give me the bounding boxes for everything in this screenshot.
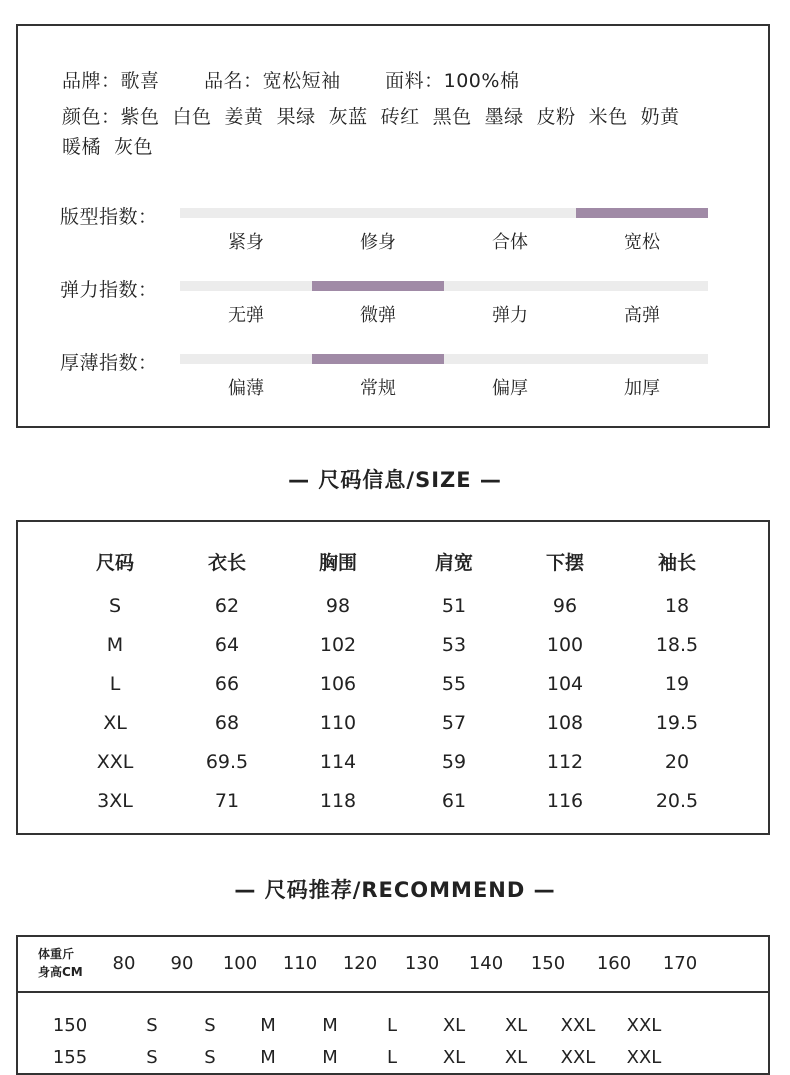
- size-table-cell: 18.5: [655, 634, 699, 656]
- color-item: 灰色: [114, 136, 154, 158]
- tick-label: 宽松: [624, 232, 660, 253]
- size-table-cell: XXL: [96, 751, 134, 773]
- size-table-cell: 3XL: [97, 790, 133, 812]
- size-header-cell: 衣长: [207, 552, 246, 574]
- size-table-cell: 55: [441, 673, 467, 695]
- recommend-size-cell: M: [260, 1015, 276, 1036]
- weight-header-cell: 110: [282, 953, 318, 974]
- recommend-size-cell: XXL: [560, 1015, 596, 1036]
- stretch-index-track: [180, 281, 708, 291]
- recommend-size-cell: M: [260, 1047, 276, 1068]
- product-name-text: 品名：宽松短袖: [204, 70, 341, 92]
- tick-label: 高弹: [624, 305, 660, 326]
- color-item: 白色: [172, 106, 212, 128]
- size-table-cell: 102: [319, 634, 357, 656]
- color-item: 墨绿: [484, 106, 524, 128]
- weight-header-cell: 150: [530, 953, 566, 974]
- color-list: [62, 102, 722, 162]
- recommend-size-cell: S: [146, 1015, 158, 1036]
- recommend-table: [16, 935, 770, 1075]
- size-header-cell: 尺码: [95, 552, 134, 574]
- size-table-cell: 71: [214, 790, 240, 812]
- color-item: 果绿: [276, 106, 316, 128]
- height-row-label: 155: [52, 1047, 88, 1068]
- recommend-size-cell: XL: [504, 1047, 528, 1068]
- size-table-cell: 66: [214, 673, 240, 695]
- size-table-cell: 18: [664, 595, 690, 617]
- recommend-size-cell: S: [204, 1047, 216, 1068]
- size-table-cell: 19: [664, 673, 690, 695]
- thickness-index-track: [180, 354, 708, 364]
- size-table-cell: 106: [319, 673, 357, 695]
- recommend-size-cell: XXL: [626, 1047, 662, 1068]
- size-table-cell: 69.5: [205, 751, 249, 773]
- size-table-cell: XL: [103, 712, 127, 734]
- fit-index-fill: [576, 208, 708, 218]
- weight-header-cell: 90: [170, 953, 194, 974]
- size-table: [16, 520, 770, 835]
- size-table-cell: 118: [319, 790, 357, 812]
- color-item: 米色: [588, 106, 628, 128]
- tick-label: 紧身: [228, 232, 264, 253]
- thickness-index-fill: [312, 354, 444, 364]
- size-section-title: — 尺码信息/SIZE —: [288, 468, 502, 492]
- size-table-cell: 114: [319, 751, 357, 773]
- color-item: 暖橘: [62, 136, 102, 158]
- size-table-cell: 96: [552, 595, 578, 617]
- fit-index-track: [180, 208, 708, 218]
- size-header-cell: 袖长: [657, 552, 696, 574]
- size-table-cell: 108: [546, 712, 584, 734]
- size-header-cell: 肩宽: [434, 552, 473, 574]
- color-item: 灰蓝: [328, 106, 368, 128]
- size-table-cell: 112: [546, 751, 584, 773]
- recommend-section-title: — 尺码推荐/RECOMMEND —: [234, 878, 556, 902]
- recommend-size-cell: XL: [442, 1047, 466, 1068]
- recommend-size-cell: S: [146, 1047, 158, 1068]
- tick-label: 修身: [360, 232, 396, 253]
- size-header-cell: 下摆: [545, 552, 584, 574]
- height-row-label: 150: [52, 1015, 88, 1036]
- size-table-cell: 19.5: [655, 712, 699, 734]
- size-table-cell: 20: [664, 751, 690, 773]
- size-table-cell: S: [108, 595, 122, 617]
- color-item: 皮粉: [536, 106, 576, 128]
- color-item: 砖红: [380, 106, 420, 128]
- weight-header-cell: 80: [112, 953, 136, 974]
- tick-label: 微弹: [360, 305, 396, 326]
- size-table-cell: L: [109, 673, 121, 695]
- size-table-cell: 53: [441, 634, 467, 656]
- size-header-cell: 胸围: [318, 552, 357, 574]
- tick-label: 合体: [492, 232, 528, 253]
- recommend-size-cell: XXL: [626, 1015, 662, 1036]
- recommend-size-cell: L: [386, 1015, 398, 1036]
- stretch-index-label: 弹力指数：: [60, 279, 158, 301]
- recommend-size-cell: XL: [442, 1015, 466, 1036]
- weight-header-cell: 170: [662, 953, 698, 974]
- height-label: 身高CM: [38, 965, 83, 979]
- size-table-cell: 104: [546, 673, 584, 695]
- recommend-size-cell: M: [322, 1015, 338, 1036]
- size-table-cell: 59: [441, 751, 467, 773]
- size-table-cell: 68: [214, 712, 240, 734]
- color-item: 姜黄: [224, 106, 264, 128]
- weight-header-cell: 130: [404, 953, 440, 974]
- recommend-size-cell: L: [386, 1047, 398, 1068]
- recommend-size-cell: XXL: [560, 1047, 596, 1068]
- tick-label: 偏薄: [228, 378, 264, 399]
- tick-label: 弹力: [492, 305, 528, 326]
- color-item: 奶黄: [640, 106, 680, 128]
- color-item: 紫色: [120, 106, 160, 128]
- size-table-cell: 61: [441, 790, 467, 812]
- weight-header-cell: 120: [342, 953, 378, 974]
- stretch-index-fill: [312, 281, 444, 291]
- size-table-cell: 57: [441, 712, 467, 734]
- product-info-box: [16, 24, 770, 428]
- size-table-cell: M: [106, 634, 124, 656]
- tick-label: 常规: [360, 378, 396, 399]
- fit-index-label: 版型指数：: [60, 206, 158, 228]
- tick-label: 偏厚: [492, 378, 528, 399]
- size-table-cell: 110: [319, 712, 357, 734]
- size-table-cell: 100: [546, 634, 584, 656]
- colors-label: 颜色：: [62, 106, 121, 128]
- recommend-size-cell: M: [322, 1047, 338, 1068]
- tick-label: 无弹: [228, 305, 264, 326]
- weight-header-cell: 100: [222, 953, 258, 974]
- recommend-size-cell: S: [204, 1015, 216, 1036]
- recommend-header-row: [18, 937, 768, 993]
- color-item: 黑色: [432, 106, 472, 128]
- brand-text: 品牌：歌喜: [62, 70, 160, 92]
- weight-header-cell: 160: [596, 953, 632, 974]
- size-table-cell: 62: [214, 595, 240, 617]
- fabric-text: 面料：100%棉: [385, 70, 520, 92]
- recommend-size-cell: XL: [504, 1015, 528, 1036]
- tick-label: 加厚: [624, 378, 660, 399]
- size-table-cell: 51: [441, 595, 467, 617]
- size-table-cell: 98: [325, 595, 351, 617]
- weight-label: 体重斤: [38, 947, 75, 961]
- size-table-cell: 116: [546, 790, 584, 812]
- size-table-cell: 20.5: [655, 790, 699, 812]
- product-attributes: [62, 66, 557, 93]
- size-table-cell: 64: [214, 634, 240, 656]
- corner-cell: [38, 945, 83, 981]
- weight-header-cell: 140: [468, 953, 504, 974]
- thickness-index-label: 厚薄指数：: [60, 352, 158, 374]
